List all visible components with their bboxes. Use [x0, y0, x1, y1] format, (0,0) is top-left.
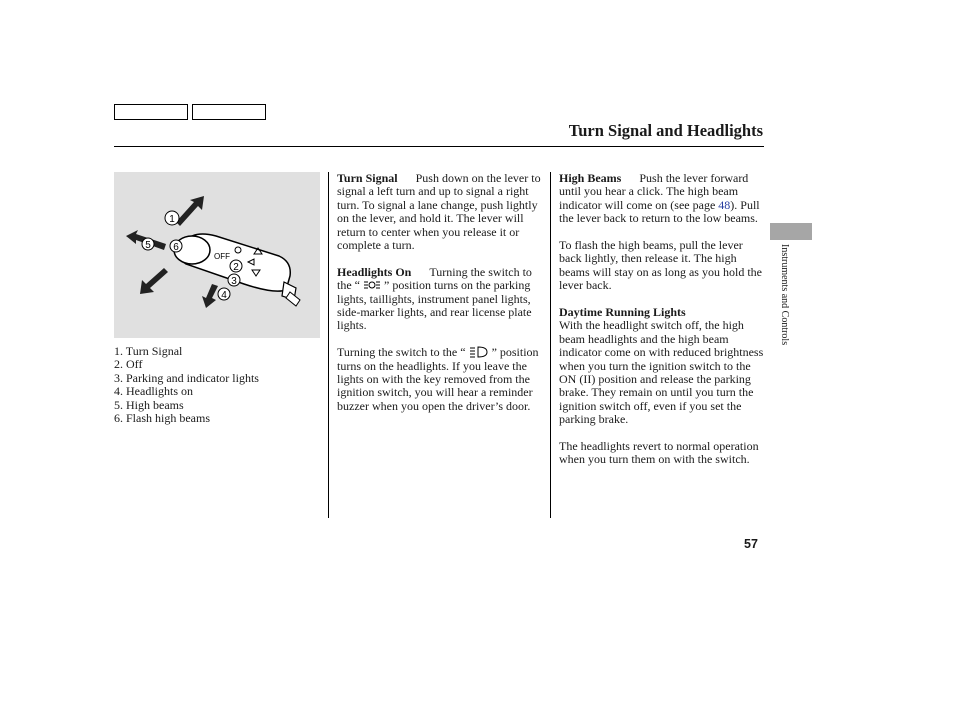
legend-item: 1. Turn Signal [114, 344, 183, 358]
revert-paragraph: The headlights revert to normal operation when you turn them on with the switch. [559, 439, 759, 467]
headlight-icon [468, 346, 490, 358]
flash-paragraph: To flash the high beams, pull the lever back lightly, then release it. The high beams will stay on as long as you hold the lever back. [559, 238, 762, 293]
parking-lights-icon [362, 279, 382, 291]
high-beams-text-a: Push the lever forward until you hear a click. The high beam indicator will come on (see page [559, 171, 749, 212]
page-number: 57 [744, 537, 758, 551]
nav-box-previous[interactable] [114, 104, 188, 120]
lever-stub [286, 292, 300, 306]
callout-5: 5 [145, 240, 151, 251]
text-column-middle [337, 172, 543, 427]
callout-3: 3 [231, 276, 237, 287]
headlights-text-b: ” position turns on the headlights. If you leave the lights on with the key removed from the ignition switch, you will hear a reminder buzzer when you open the driver’s door. [337, 345, 539, 413]
legend-item: 2. Off [114, 357, 143, 372]
legend-item: 3. Parking and indicator lights [114, 370, 259, 385]
callout-6: 6 [173, 242, 179, 253]
high-beams-paragraph [559, 172, 767, 226]
legend-item: 6. Flash high beams [114, 411, 210, 426]
headlights-on-heading: Headlights On [337, 264, 412, 279]
headlights-on-paragraph [337, 266, 543, 333]
lever-illustration [114, 172, 320, 338]
callout-4: 4 [221, 290, 227, 301]
section-tab[interactable] [770, 223, 812, 240]
turn-signal-heading: Turn Signal [337, 171, 398, 185]
text-column-right [559, 172, 767, 480]
drl-heading: Daytime Running Lights [559, 305, 686, 320]
off-label: OFF [214, 252, 230, 261]
drl-paragraph: With the headlight switch off, the high beam headlights and the high beam indicator come on with reduced brightness when you turn the ignition switch to the ON (II) position and release the parking brake. They remain on until you turn the ignition switch off, even if you set the parking brake. [559, 318, 764, 427]
title-rule [114, 146, 764, 147]
page-reference-link[interactable]: 48 [718, 197, 731, 212]
arrow-turn-signal [176, 196, 204, 226]
section-tab-label: Instruments and Controls [779, 244, 790, 346]
column-divider [550, 172, 551, 518]
column-divider [328, 172, 329, 518]
callout-2: 2 [233, 262, 239, 273]
arrow-headlights-on [202, 284, 218, 308]
arrow-flash-high-beams [140, 268, 168, 294]
headlights-paragraph [337, 346, 543, 413]
legend-item: 4. Headlights on [114, 384, 193, 399]
figure-legend [114, 345, 324, 425]
turn-signal-text: Push down on the lever to signal a left turn and up to signal a right turn. To signal a lane change, push lightly on the lever, and hold it. The lever will return to center when you release it or complete a turn. [337, 171, 541, 253]
turn-signal-paragraph [337, 172, 543, 252]
nav-box-next[interactable] [192, 104, 266, 120]
legend-item: 5. High beams [114, 397, 184, 412]
page-title: Turn Signal and Headlights [568, 121, 763, 140]
headlights-text-a: Turning the switch to the “ [337, 345, 466, 360]
high-beams-text-b: ). Pull the lever back to return to the low beams. [559, 197, 760, 226]
lever-diagram [114, 172, 320, 338]
callout-1: 1 [169, 214, 175, 225]
headlights-on-text-a: Turning the switch to the “ [337, 264, 532, 293]
headlights-on-text-b: ” position turns on the parking lights, taillights, instrument panel lights, side-marker lights, and rear license plate lights. [337, 278, 532, 333]
high-beams-heading: High Beams [559, 171, 622, 185]
